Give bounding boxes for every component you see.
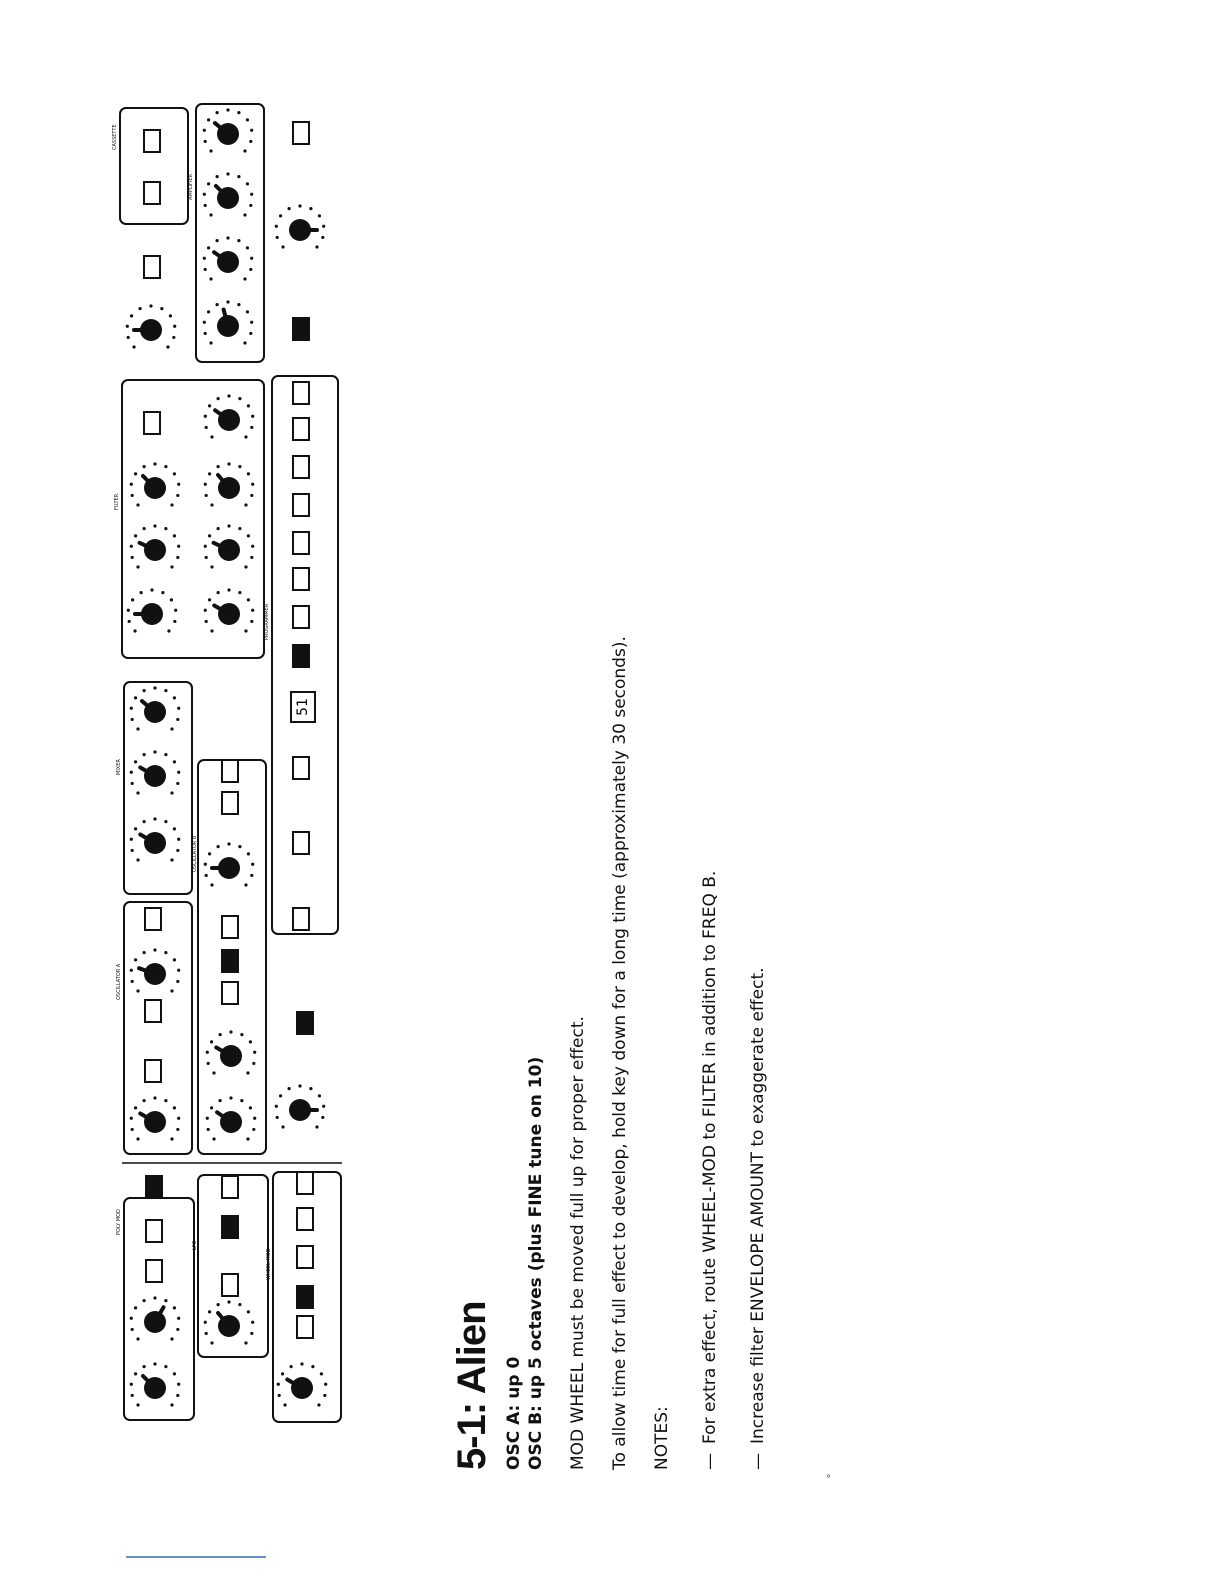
knob [130, 948, 181, 992]
osc-b-setting: OSC B: up 5 octaves (plus FINE tune on 10) [526, 1056, 546, 1470]
panel-button [145, 908, 161, 930]
note-item: —For extra effect, route WHEEL-MOD to FILTER in addition to FREQ B. [700, 870, 720, 1470]
panel-button [293, 418, 309, 440]
panel-button [297, 1286, 313, 1308]
panel-button [293, 382, 309, 404]
panel-button [297, 1012, 313, 1034]
section-label: AMPLIFIER [188, 174, 194, 200]
panel-button [293, 568, 309, 590]
footer-rule [126, 1556, 266, 1558]
patch-text-block [450, 270, 830, 1470]
section-label: WHEEL MOD [266, 1248, 272, 1280]
section-label: MIXER [116, 759, 122, 775]
note-text: For extra effect, route WHEEL-MOD to FILTER in addition to FREQ B. [700, 870, 720, 1444]
knob [275, 204, 326, 248]
osc-a-setting: OSC A: up 0 [504, 1356, 524, 1470]
panel-button [222, 792, 238, 814]
panel-button [146, 1176, 162, 1198]
section-label: CASSETTE [112, 124, 118, 150]
panel-button [297, 1316, 313, 1338]
panel-button [297, 1246, 313, 1268]
panel-button [144, 182, 160, 204]
knob [204, 462, 255, 506]
panel-button [297, 1172, 313, 1194]
panel-button [293, 832, 309, 854]
knob [203, 300, 254, 344]
knob [203, 108, 254, 152]
knob [204, 842, 255, 886]
knob [275, 1084, 326, 1128]
panel-button [144, 256, 160, 278]
knob [130, 1362, 181, 1406]
scan-speck: ° [826, 1474, 831, 1485]
knob [277, 1362, 328, 1406]
panel-button [297, 1208, 313, 1230]
panel-button [222, 1176, 238, 1198]
knob [203, 236, 254, 280]
panel-button [144, 130, 160, 152]
knob [130, 750, 181, 794]
knob [126, 304, 177, 348]
panel-button [293, 318, 309, 340]
section-label: OSCILLATOR B [192, 835, 198, 872]
notes-label: NOTES: [652, 1406, 672, 1470]
cassette-section [120, 108, 188, 224]
panel-button [222, 1274, 238, 1296]
panel-button [145, 1000, 161, 1022]
section-label: POLY MOD [116, 1209, 122, 1235]
knob [206, 1030, 257, 1074]
panel-button [293, 532, 309, 554]
knob [127, 588, 178, 632]
panel-button [222, 982, 238, 1004]
knob [130, 462, 181, 506]
patch-title: 5-1: Alien [450, 1301, 494, 1470]
timing-instruction: To allow time for full effect to develop, hold key down for a long time (approximately 30 seconds). [610, 636, 630, 1470]
knob [130, 1096, 181, 1140]
note-item: —Increase filter ENVELOPE AMOUNT to exaggerate effect. [748, 967, 768, 1470]
panel-button [146, 1260, 162, 1282]
section-label: PROGRAMMER [264, 603, 270, 640]
panel-button [293, 757, 309, 779]
panel-button [293, 456, 309, 478]
panel-button [222, 1216, 238, 1238]
section-label: FILTER [114, 493, 120, 510]
panel-button [222, 950, 238, 972]
knob [204, 588, 255, 632]
note-text: Increase filter ENVELOPE AMOUNT to exaggerate effect. [748, 967, 768, 1444]
knob [130, 1296, 181, 1340]
panel-button [222, 916, 238, 938]
panel-button [293, 908, 309, 930]
panel-button [293, 606, 309, 628]
knob [203, 172, 254, 216]
panel-button [145, 1060, 161, 1082]
knob [204, 524, 255, 568]
panel-button [222, 760, 238, 782]
panel-button [293, 645, 309, 667]
knob [204, 1300, 255, 1344]
knob [130, 817, 181, 861]
panel-button [293, 494, 309, 516]
section-label: LFO [192, 1240, 198, 1250]
panel-button [146, 1220, 162, 1242]
panel-button [293, 122, 309, 144]
knob [204, 394, 255, 438]
knob [130, 686, 181, 730]
program-display-value: 51 [295, 698, 311, 716]
knob [130, 524, 181, 568]
panel-button [144, 412, 160, 434]
mod-wheel-instruction: MOD WHEEL must be moved full up for proper effect. [568, 1016, 588, 1470]
section-label: OSCILLATOR A [116, 963, 122, 1000]
knob [206, 1096, 257, 1140]
